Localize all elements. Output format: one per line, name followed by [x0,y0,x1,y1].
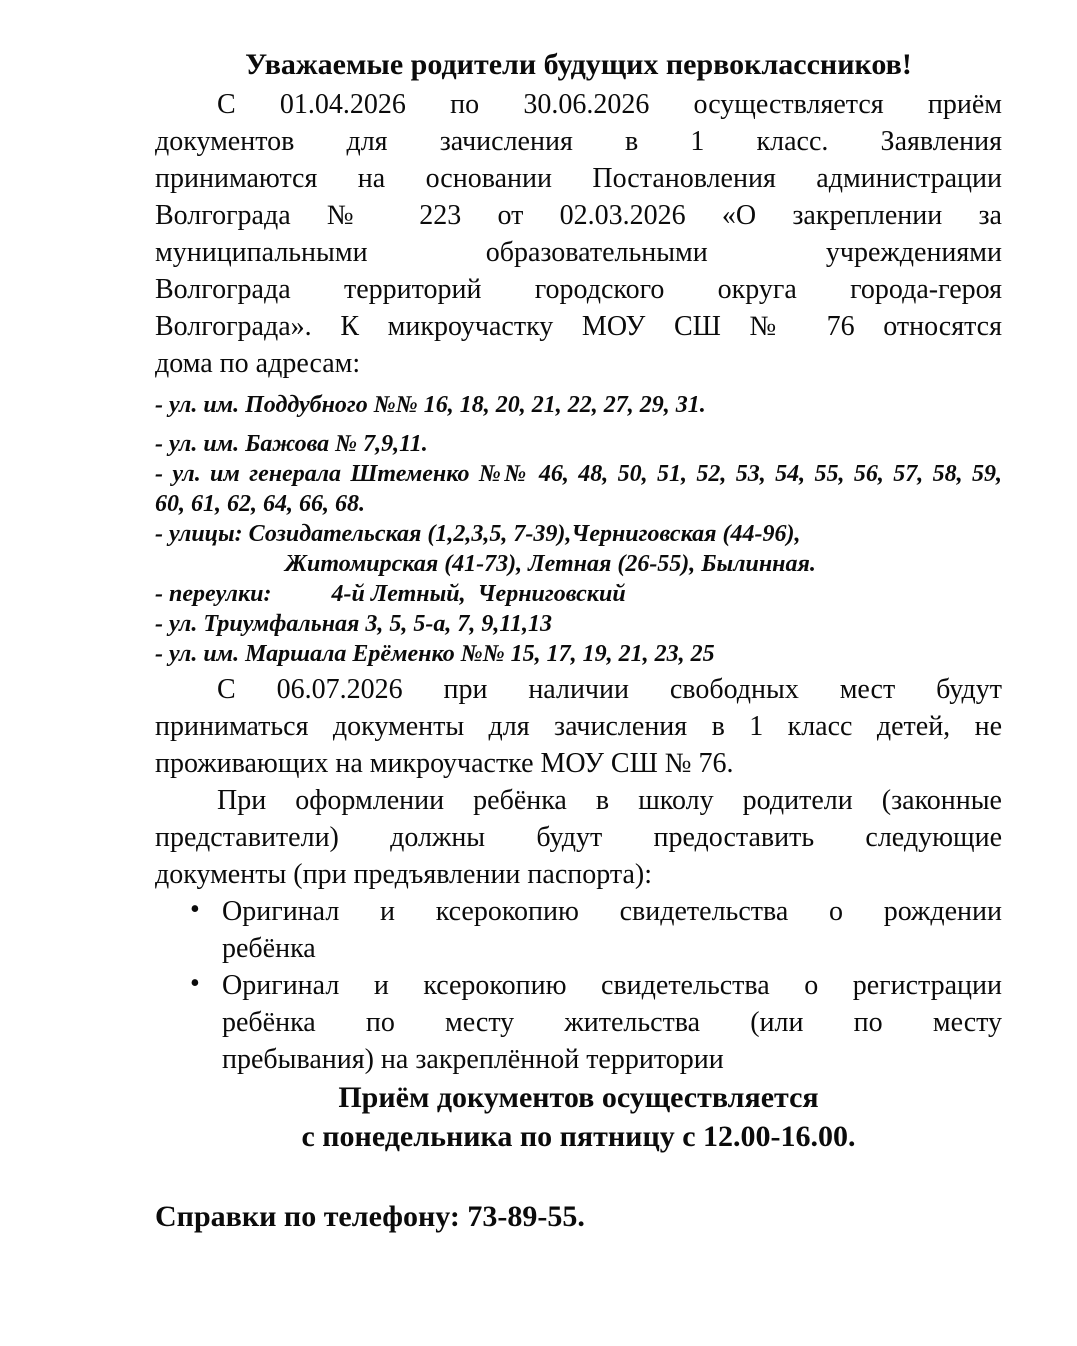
intro-line: дома по адресам: [155,348,361,379]
documents-line: документы (при предъявлении паспорта): [155,859,652,890]
bullet-line: пребывания) на закреплённой территории [222,1044,724,1075]
address-line-triumfalnaya: - ул. Триумфальная 3, 5, 5-а, 7, 9,11,13 [155,611,553,637]
intro-line: Волгограда территорий городского округа города-героя [155,274,1002,305]
address-list [155,390,1002,669]
schedule-line: Приём документов осуществляется [338,1081,819,1114]
documents-line: При оформлении ребёнка в школу родители (законные [217,785,1002,816]
address-line-ulitsy-cont: Житомирская (41-73), Летная (26-55), Былинная. [285,551,816,577]
vacancy-line: приниматься документы для зачисления в 1 класс детей, не [155,711,1002,742]
intro-line: С 01.04.2026 по 30.06.2026 осуществляется приём [217,89,1002,120]
address-line-eremenko: - ул. им. Маршала Ерёменко №№ 15, 17, 19, 21, 23, 25 [155,641,715,667]
intro-line: муниципальными образовательными учреждениями [155,237,1002,268]
vacancy-line: проживающих на микроучастке МОУ СШ № 76. [155,748,734,779]
intro-line: Волгограда». К микроучастку МОУ СШ № 76 относятся [155,311,1002,342]
schedule-heading [155,1078,1002,1156]
address-line-shtemenko: - ул. им генерала Штеменко №№ 46, 48, 50, 51, 52, 53, 54, 55, 56, 57, 58, 59, [155,461,1002,487]
bullet-line: ребёнка [222,933,316,964]
documents-paragraph [155,782,1002,893]
address-line-bazhova: - ул. им. Бажова № 7,9,11. [155,431,428,457]
vacancy-line: С 06.07.2026 при наличии свободных мест будут [217,674,1002,705]
vacancy-paragraph [155,671,1002,782]
phone-info: Справки по телефону: 73-89-55. [155,1200,585,1233]
schedule-line: с понедельника по пятницу с 12.00-16.00. [301,1120,856,1153]
intro-line: документов для зачисления в 1 класс. Заявления [155,126,1002,157]
bullet-icon: • [190,894,200,925]
address-line-poddubnogo: - ул. им. Поддубного №№ 16, 18, 20, 21, 22, 27, 29, 31. [155,392,706,418]
document-bullet-list [155,893,1002,1078]
address-line-shtemenko-cont: 60, 61, 62, 64, 66, 68. [155,491,365,517]
documents-line: представители) должны будут предоставить следующие [155,822,1002,853]
address-line-pereulki: - переулки: 4-й Летный, Черниговский [155,581,626,607]
address-line-ulitsy: - улицы: Созидательская (1,2,3,5, 7-39),Черниговская (44-96), [155,521,801,547]
bullet-item-registration-certificate [155,967,1002,1078]
intro-line: Волгограда № 223 от 02.03.2026 «О закреплении за [155,200,1002,231]
intro-paragraph [155,86,1002,382]
page-title: Уважаемые родители будущих первоклассников! [245,48,912,81]
bullet-line: ребёнка по месту жительства (или по месту [222,1007,1002,1038]
intro-line: принимаются на основании Постановления администрации [155,163,1002,194]
bullet-icon: • [190,968,200,999]
bullet-item-birth-certificate [155,893,1002,967]
bullet-line: Оригинал и ксерокопию свидетельства о рождении [222,896,1002,927]
bullet-line: Оригинал и ксерокопию свидетельства о регистрации [222,970,1002,1001]
